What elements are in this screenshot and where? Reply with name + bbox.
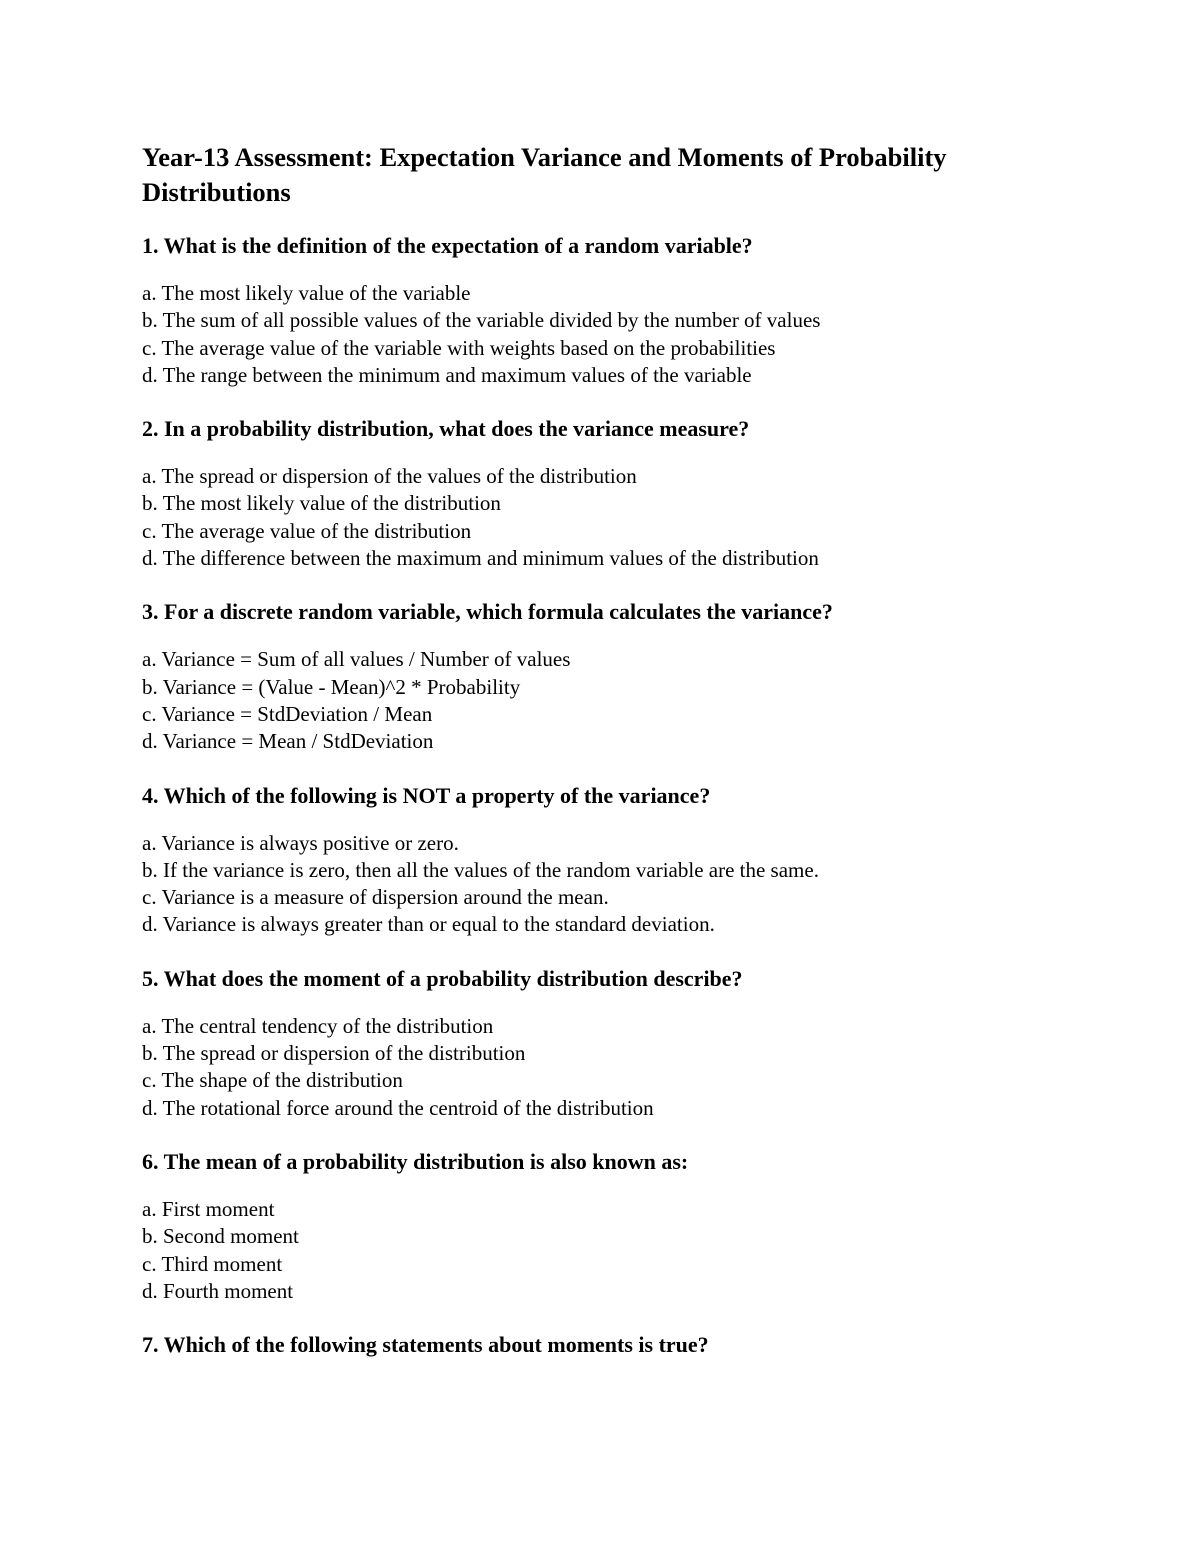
answer-option-a: a. First moment: [142, 1196, 275, 1221]
question-text: 4. Which of the following is NOT a property of the variance?: [142, 782, 711, 808]
answer-option-a: a. The spread or dispersion of the values of the distribution: [142, 464, 637, 489]
answer-option-d: d. The rotational force around the centroid of the distribution: [142, 1095, 654, 1120]
answer-option-c: c. Variance = StdDeviation / Mean: [142, 701, 433, 726]
question-text: 6. The mean of a probability distribution is also known as:: [142, 1148, 689, 1174]
question-text: 1. What is the definition of the expectation of a random variable?: [142, 233, 753, 258]
question-text: 2. In a probability distribution, what does the variance measure?: [142, 416, 750, 442]
answer-option-c: c. The shape of the distribution: [142, 1068, 403, 1093]
answer-option-d: d. Variance = Mean / StdDeviation: [142, 729, 434, 754]
answer-option-b: b. The spread or dispersion of the distribution: [142, 1041, 526, 1066]
answer-options: [142, 1196, 1052, 1305]
answer-option-d: d. The difference between the maximum and minimum values of the distribution: [142, 546, 819, 571]
question-7: [142, 1331, 1052, 1359]
answer-options: [142, 646, 1052, 755]
answer-options: [142, 830, 1052, 939]
question-6: [142, 1148, 1052, 1305]
answer-option-b: b. If the variance is zero, then all the values of the random variable are the same.: [142, 857, 819, 882]
answer-option-b: b. Variance = (Value - Mean)^2 * Probability: [142, 674, 521, 699]
answer-options: [142, 280, 1052, 389]
answer-option-c: c. Variance is a measure of dispersion around the mean.: [142, 885, 609, 910]
answer-option-a: a. Variance = Sum of all values / Number of values: [142, 647, 571, 672]
question-5: [142, 965, 1052, 1122]
answer-option-c: c. The average value of the distribution: [142, 518, 472, 543]
answer-options: [142, 463, 1052, 572]
answer-option-d: d. Fourth moment: [142, 1278, 294, 1303]
question-3: [142, 598, 1052, 755]
answer-option-a: a. Variance is always positive or zero.: [142, 830, 459, 855]
answer-option-a: a. The most likely value of the variable: [142, 281, 471, 305]
answer-option-a: a. The central tendency of the distribution: [142, 1013, 494, 1038]
document-title: Year-13 Assessment: Expectation Variance and Moments of Probability Distributions: [142, 142, 947, 207]
answer-option-c: c. The average value of the variable with weights based on the probabilities: [142, 335, 776, 360]
question-text: 3. For a discrete random variable, which formula calculates the variance?: [142, 599, 833, 625]
question-1: [142, 232, 1052, 389]
question-4: [142, 782, 1052, 939]
question-text: 5. What does the moment of a probability distribution describe?: [142, 965, 743, 991]
question-text: 7. Which of the following statements about moments is true?: [142, 1332, 709, 1358]
answer-option-b: b. Second moment: [142, 1224, 299, 1249]
answer-options: [142, 1013, 1052, 1122]
question-2: [142, 415, 1052, 572]
answer-option-b: b. The most likely value of the distribution: [142, 491, 501, 516]
answer-option-d: d. The range between the minimum and maximum values of the variable: [142, 362, 752, 387]
answer-option-d: d. Variance is always greater than or equal to the standard deviation.: [142, 912, 715, 937]
answer-option-c: c. Third moment: [142, 1251, 283, 1276]
answer-option-b: b. The sum of all possible values of the variable divided by the number of values: [142, 308, 821, 333]
document-page: [142, 140, 1052, 1379]
